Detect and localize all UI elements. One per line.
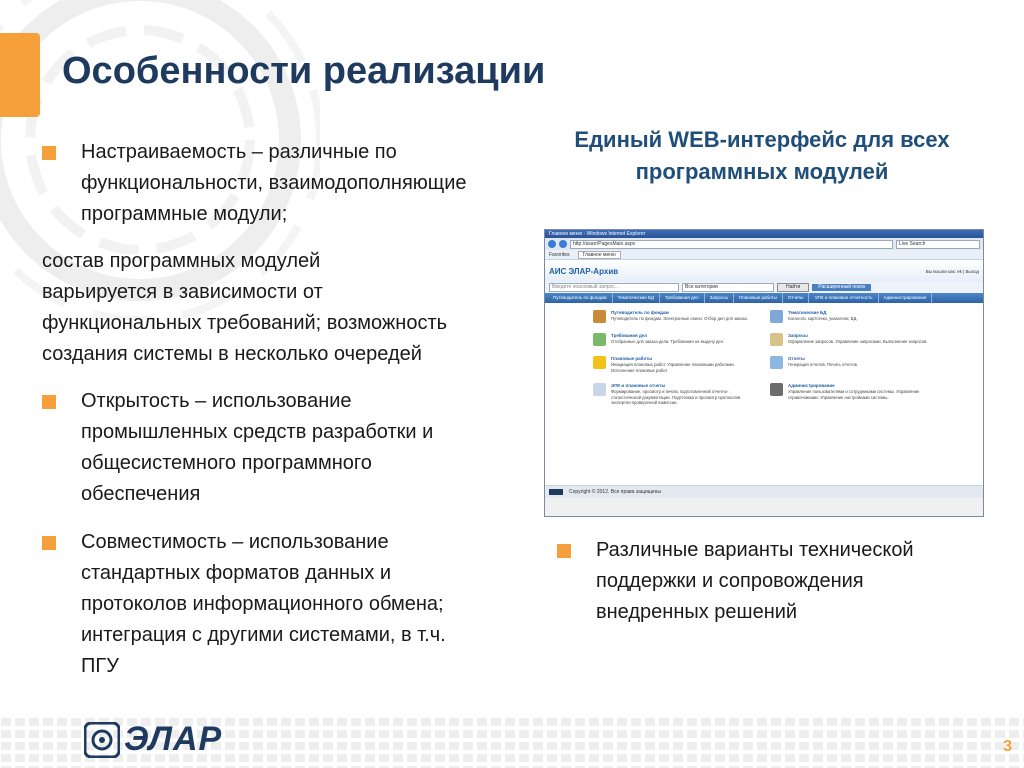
module-title: Требования дел [611, 333, 648, 338]
app-search-bar [545, 282, 983, 293]
bullet-marker [42, 536, 56, 550]
module-desc: Путеводитель по фондам. Электронные описи. Отбор дел для заказа. [611, 316, 748, 321]
module-title: Администрирование [788, 383, 835, 388]
module-desc: Оформление запросов. Управление запросами. Выполнение запросов. [788, 339, 928, 344]
bullet-support [557, 535, 997, 628]
module-desc: Отобранные для заказа дела. Требования на выдачу дел. [611, 339, 725, 344]
nav-item[interactable]: Требования дел [660, 293, 705, 303]
chart-icon [770, 356, 783, 369]
browser-address-bar [545, 238, 983, 250]
web-interface-heading: Единый WEB-интерфейс для всех программных модулей [574, 127, 950, 184]
user-info: Вы вошли как: ek | Выход [925, 268, 979, 274]
documents-icon [593, 383, 606, 396]
bullet-text: Совместимость – использование стандартных форматов данных и протоколов информационного обмена; интеграция с другими системами, в т.ч. ПГУ [81, 531, 446, 677]
elar-logo-icon [84, 722, 120, 758]
books-icon [593, 310, 606, 323]
module-epk[interactable] [593, 383, 756, 406]
module-desc: Формирование, просмотр и печать подготовленной отчетно-статистической документации. Подготовка и просмотр протоколов экспертно-проверочной комиссии. [611, 389, 741, 405]
module-title: Запросы [788, 333, 808, 338]
browser-screenshot [544, 229, 984, 517]
url-field[interactable]: http://asarr/PagesMain.aspx [570, 240, 893, 249]
app-title: АИС ЭЛАР-Архив [549, 266, 619, 276]
nav-item[interactable]: Запросы [705, 293, 734, 303]
bullet-marker [42, 146, 56, 160]
footer-logo-icon [549, 489, 563, 495]
module-title: Путеводитель по фондам [611, 310, 669, 315]
module-desc: Каталоги, картотеки, указатели, БД. [788, 316, 858, 321]
logo-text: ЭЛАР [124, 720, 223, 758]
app-page [545, 260, 983, 498]
nav-item[interactable]: Тематические БД [613, 293, 660, 303]
bullet-compatibility [42, 527, 542, 682]
find-button[interactable]: Найти [777, 283, 809, 292]
bullet-text: Настраиваемость – различные по функциональности, взаимодополняющие программные модули; [81, 141, 467, 225]
module-queries[interactable] [770, 333, 933, 346]
app-header [545, 260, 983, 282]
bullet-marker [42, 395, 56, 409]
nav-item[interactable]: Администрирование [879, 293, 933, 303]
bullet-marker [557, 544, 571, 558]
nav-item[interactable]: Путеводитель по фондам [548, 293, 613, 303]
extended-search-link[interactable]: Расширенный поиск [812, 284, 871, 291]
back-icon[interactable] [548, 240, 556, 248]
category-select[interactable]: Все категории [682, 283, 774, 292]
elar-logo [84, 720, 222, 759]
module-thematic-db[interactable] [770, 310, 933, 323]
browser-titlebar: Главное меню - Windows Internet Explorer [545, 230, 983, 238]
module-title: Плановые работы [611, 356, 653, 361]
modules-composition-text: состав программных модулей варьируется в зависимости от функциональных требований; возможность создания системы в несколько очередей [42, 250, 448, 365]
module-grid [593, 310, 933, 406]
bullet-text: Различные варианты технической поддержки и сопровождения внедренных решений [596, 539, 914, 623]
favorites-bar [545, 250, 983, 260]
module-title: Тематические БД [788, 310, 827, 315]
browser-tab[interactable]: Главное меню [578, 251, 621, 259]
copyright: Copyright © 2012. Все права защищены [569, 489, 661, 495]
module-title: ЭПК и плановые отчеты [611, 383, 666, 388]
helmet-icon [593, 356, 606, 369]
nav-item[interactable]: ЭПК и плановое отчетность [809, 293, 878, 303]
folders-icon [593, 333, 606, 346]
module-desc: Генерация отчетов. Печать отчетов. [788, 362, 859, 367]
bullet-configurability [42, 137, 542, 230]
app-search-input[interactable]: Введите поисковый запрос... [549, 283, 679, 292]
tools-icon [770, 383, 783, 396]
module-requests-files[interactable] [593, 333, 756, 346]
slide-title: Особенности реализации [62, 50, 546, 92]
favorites-button[interactable]: Favorites [549, 251, 570, 258]
quill-icon [770, 333, 783, 346]
title-accent-bar [0, 33, 40, 117]
bullet-text: Открытость – использование промышленных средств разработки и общесистемного программного обеспечения [81, 390, 434, 505]
database-icon [770, 310, 783, 323]
module-admin[interactable] [770, 383, 933, 406]
browser-search-field[interactable]: Live Search [896, 240, 980, 249]
module-desc: Управление пользователями и сотрудниками системы. Управление справочниками. Управление настройками системы. [788, 389, 920, 400]
module-title: Отчеты [788, 356, 805, 361]
module-planned-works[interactable] [593, 356, 756, 373]
bullet-openness [42, 386, 542, 510]
nav-item[interactable]: Отчеты [783, 293, 810, 303]
module-reports[interactable] [770, 356, 933, 373]
forward-icon[interactable] [559, 240, 567, 248]
module-guide[interactable] [593, 310, 756, 323]
module-desc: Инициация плановых работ. Управление плановыми работами. Исполнение плановых работ. [611, 362, 735, 373]
app-nav [545, 293, 983, 303]
page-number: 3 [1003, 738, 1012, 755]
app-footer [545, 485, 983, 498]
nav-item[interactable]: Плановые работы [734, 293, 783, 303]
